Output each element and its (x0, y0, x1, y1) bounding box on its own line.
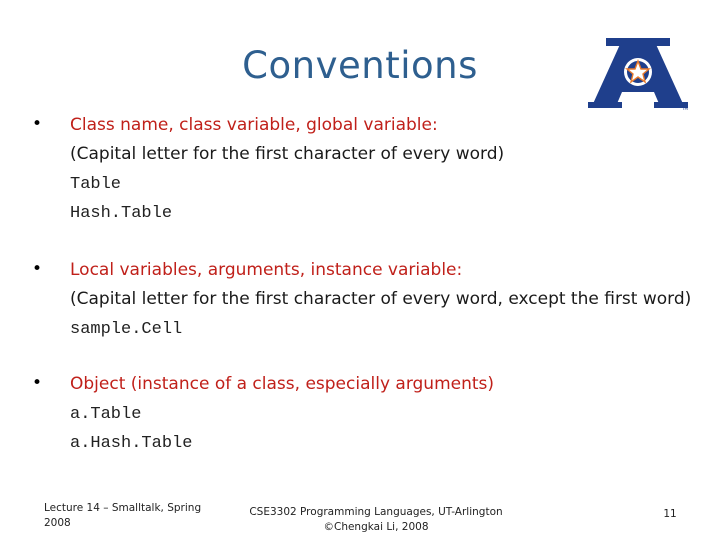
bullet-class-names (32, 110, 504, 226)
footer-lecture-line1: Lecture 14 – Smalltalk, Spring (44, 502, 202, 514)
footer-course (246, 505, 506, 535)
bullet-dot: • (32, 259, 43, 279)
footer-course-line1: CSE3302 Programming Languages, UT-Arlington (249, 506, 503, 518)
bullet-objects (32, 369, 494, 456)
code-example: sample.Cell (70, 320, 183, 339)
bullet-text: Object (instance of a class, especially arguments) (70, 374, 495, 394)
code-example: a.Hash.Table (70, 434, 193, 453)
code-example: a.Table (70, 405, 142, 424)
bullet-dot: • (32, 373, 43, 393)
bullet-note: (Capital letter for the first character of every word) (70, 144, 505, 164)
footer-lecture (44, 501, 204, 531)
slide-title: Conventions (242, 44, 478, 87)
bullet-local-variables (32, 255, 691, 342)
bullet-text: Local variables, arguments, instance variable: (70, 260, 463, 280)
logo-trademark: TM (682, 106, 688, 111)
bullet-text: Class name, class variable, global variable: (70, 115, 438, 135)
footer-lecture-line2: 2008 (44, 517, 71, 529)
ut-arlington-logo-icon (588, 36, 688, 112)
page-number: 11 (663, 508, 677, 520)
bullet-dot: • (32, 114, 43, 134)
footer-course-line2: ©Chengkai Li, 2008 (323, 521, 429, 533)
code-example: Table (70, 175, 122, 194)
bullet-note: (Capital letter for the first character of every word, except the first word) (70, 289, 692, 309)
code-example: Hash.Table (70, 204, 173, 223)
